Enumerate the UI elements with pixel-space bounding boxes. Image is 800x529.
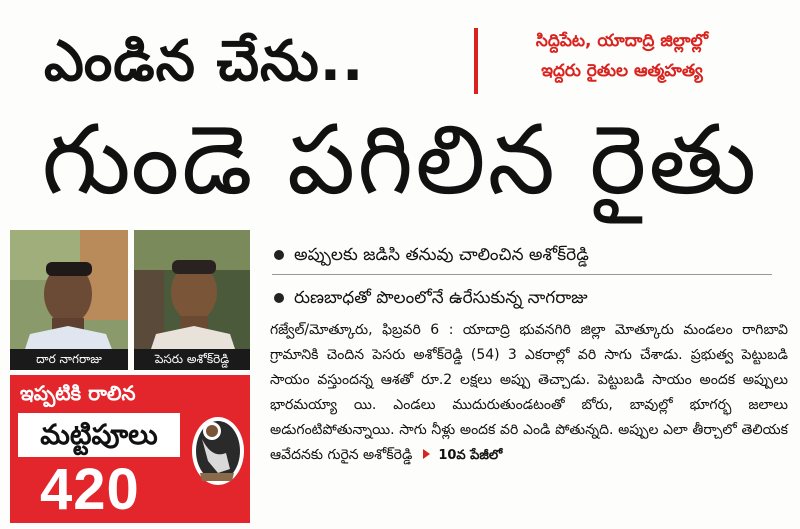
- bullet-item: [272, 281, 772, 317]
- article-body: [270, 318, 788, 468]
- panel-count: 420: [40, 457, 140, 522]
- kicker-headline: ఎండిన చేను..: [44, 29, 365, 94]
- article-paragraph: గజ్వేల్/మోత్కూరు, ఫిబ్రవరి 6 : యాదాద్రి భువనగిరి జిల్లా మోత్కూరు మండలం రాగిబావి గ్రామానికి చెందిన పెసరు అశోక్‌రెడ్డి (54) 3 ఎకరాల్లో వరి సాగు చేశాడు. ప్రభుత్వ పెట్టుబడి సాయం వస్తుందన్న ఆశతో రూ.2 లక్షలు అప్పు తెచ్చాడు. పెట్టుబడి సాయం అందక అప్పులు భారమయ్యా యి. ఎండలు ముదురుతుండటంతో బోరు, బావుల్లో భూగర్భ జలాలు అడుగంటిపోతున్నాయి. సాగు నీళ్లు అందక వరి ఎండి పోతున్నది. అప్పుల ఎలా తీర్చాలో తెలియక ఆవేదనకు గురైన అశోక్‌రెడ్డి: [270, 322, 788, 463]
- continued-marker: [423, 443, 503, 468]
- subhead-accent-bar: [474, 28, 478, 94]
- photo-caption: దార నాగరాజు: [10, 349, 128, 370]
- triangle-icon: [423, 449, 430, 459]
- subheadline: [484, 26, 760, 86]
- bullet-dot: [274, 293, 284, 303]
- bullet-text: రుణబాధతో పొలంలోనే ఉరేసుకున్న నాగరాజు: [294, 288, 588, 308]
- bullet-dot: [274, 250, 284, 260]
- subhead-line-1: సిద్దిపేట, యాదాద్రి జిల్లాల్లో: [535, 31, 709, 51]
- panel-label: మట్టిపూలు: [40, 418, 158, 451]
- bullet-item: [272, 238, 772, 275]
- grieving-farmer-illustration: [182, 403, 248, 491]
- bullet-list: [272, 238, 772, 317]
- continued-text: 10వ పేజీలో: [438, 448, 503, 463]
- photo-caption: పెసరు అశోక్‌రెడ్డి: [134, 349, 250, 370]
- main-headline: గుండె పగిలిన రైతు: [41, 104, 759, 216]
- bullet-text: అప్పులకు జడిసి తనువు చాలించిన అశోక్‌రెడ్డి: [294, 245, 589, 265]
- panel-heading: ఇప్పటికి రాలిన: [20, 381, 136, 405]
- death-toll-panel: [10, 375, 250, 523]
- subhead-line-2: ఇద్దరు రైతుల ఆత్మహత్య: [541, 61, 703, 81]
